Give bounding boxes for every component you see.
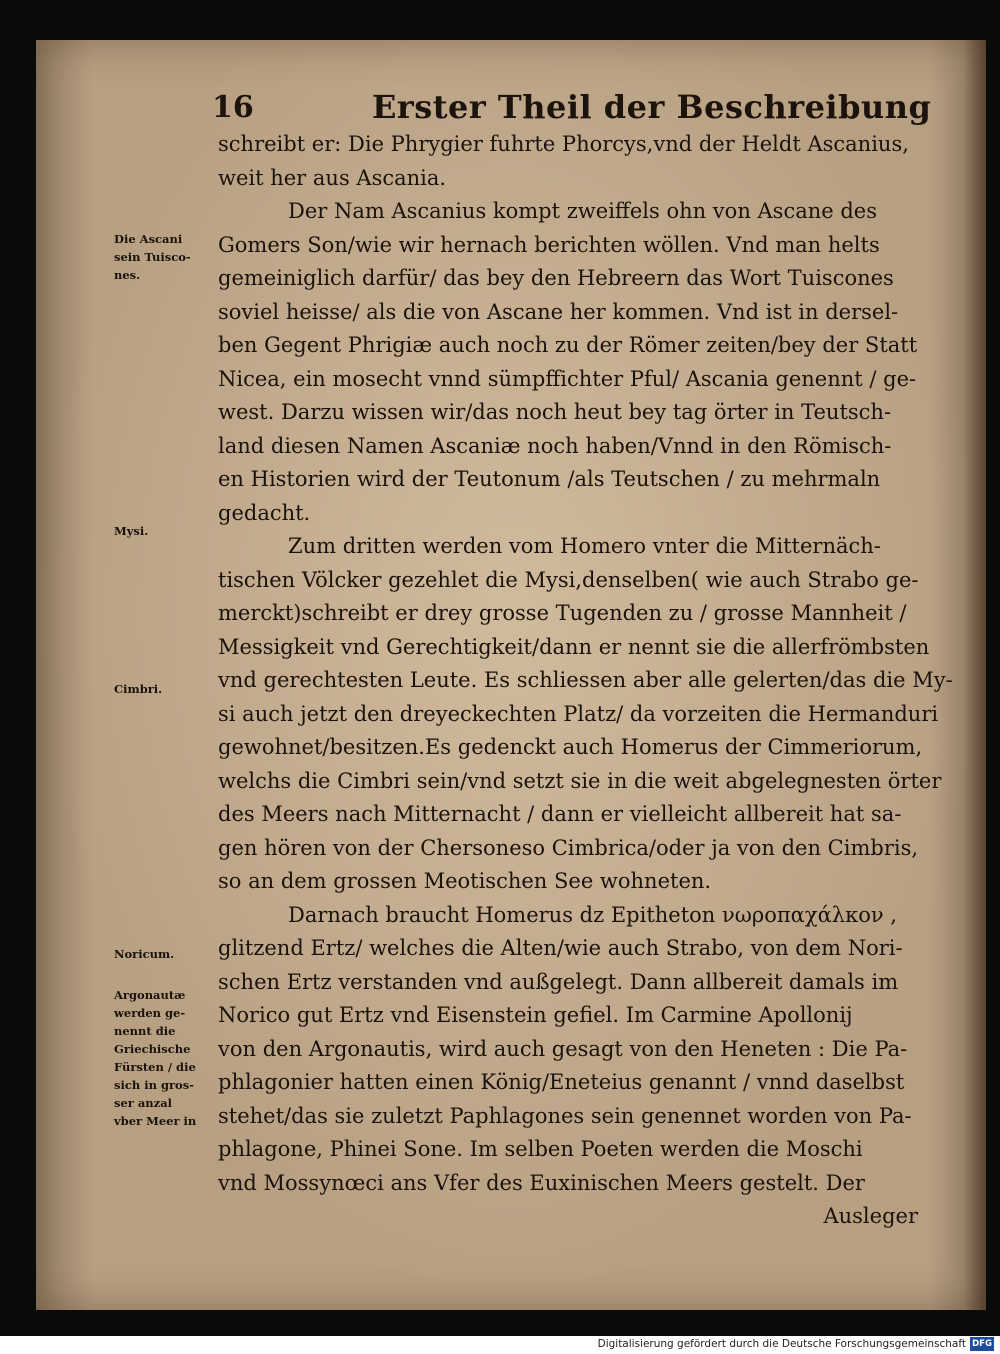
- text-line: stehet/das sie zuletzt Paphlagones sein genennet worden von Pa-: [218, 1103, 912, 1128]
- text-line: gewohnet/besitzen.Es gedenckt auch Homerus der Cimmeriorum,: [218, 735, 923, 759]
- margin-note-line: sein Tuisco-: [114, 250, 191, 264]
- margin-note-line: werden ge-: [114, 1006, 186, 1020]
- margin-note-line: nennt die: [114, 1024, 176, 1038]
- margin-note-tuiscones: [114, 230, 218, 284]
- margin-note-line: vber Meer in: [114, 1114, 197, 1128]
- text-line: weit her aus Ascania.: [218, 165, 447, 190]
- text-line: welchs die Cimbri sein/vnd setzt sie in die weit abgelegnesten örter: [218, 768, 942, 793]
- dfg-logo: DFG: [970, 1337, 994, 1351]
- margin-note-line: Fürsten / die: [114, 1060, 196, 1074]
- margin-note-cimbri: [114, 680, 218, 698]
- margin-note-line: Mysi.: [114, 524, 149, 538]
- margin-note-line: Griechische: [114, 1042, 191, 1056]
- margin-note-line: ser anzal: [114, 1096, 173, 1110]
- text-line: en Historien wird der Teutonum /als Teutschen / zu mehrmaln: [218, 467, 881, 491]
- text-line: Darnach braucht Homerus dz Epitheton νωροπαχάλκον ,: [288, 902, 897, 927]
- text-line: soviel heisse/ als die von Ascane her kommen. Vnd ist in dersel-: [218, 299, 899, 324]
- text-line: Gomers Son/wie wir hernach berichten wöllen. Vnd man helts: [218, 232, 880, 257]
- text-line: Norico gut Ertz vnd Eisenstein gefiel. Im Carmine Apollonij: [218, 1003, 853, 1027]
- text-line: phlagonier hatten einen König/Eneteius genannt / vnnd daselbst: [218, 1070, 905, 1094]
- body-text: [218, 128, 953, 1234]
- text-line: vnd gerechtesten Leute. Es schliessen aber alle gelerten/das die My-: [218, 668, 953, 692]
- margin-note-mysi: [114, 522, 218, 540]
- margin-note-argonautae: [114, 986, 218, 1130]
- margin-note-line: Cimbri.: [114, 682, 163, 696]
- text-line: von den Argonautis, wird auch gesagt von den Heneten : Die Pa-: [218, 1036, 908, 1061]
- text-line: schen Ertz verstanden vnd außgelegt. Dann allbereit damals im: [218, 969, 899, 994]
- page-number: 16: [212, 90, 254, 125]
- text-line: des Meers nach Mitternacht / dann er vielleicht allbereit hat sa-: [218, 802, 902, 826]
- page-header: [212, 84, 932, 128]
- margin-note-noricum: [114, 945, 218, 963]
- digitization-footer: [0, 1336, 1000, 1354]
- funding-credit: Digitalisierung gefördert durch die Deutsche Forschungsgemeinschaft: [597, 1338, 966, 1350]
- margin-note-line: Die Ascani: [114, 232, 183, 246]
- catchword: Ausleger: [823, 1204, 918, 1228]
- text-line: merckt)schreibt er drey grosse Tugenden zu / grosse Mannheit /: [218, 601, 907, 625]
- margin-note-line: nes.: [114, 268, 141, 282]
- text-line: so an dem grossen Meotischen See wohneten.: [218, 869, 712, 893]
- text-line: glitzend Ertz/ welches die Alten/wie auch Strabo, von dem Nori-: [218, 936, 903, 960]
- text-line: vnd Mossynœci ans Vfer des Euxinischen Meers gestelt. Der: [218, 1170, 865, 1195]
- text-line: tischen Völcker gezehlet die Mysi,denselben( wie auch Strabo ge-: [218, 567, 919, 592]
- text-line: Nicea, ein mosecht vnnd sümpffichter Pful/ Ascania genennt / ge-: [218, 366, 917, 391]
- text-line: Messigkeit vnd Gerechtigkeit/dann er nennt sie die allerfrömbsten: [218, 634, 930, 659]
- text-line: land diesen Namen Ascaniæ noch haben/Vnnd in den Römisch-: [218, 433, 892, 458]
- text-line: Der Nam Ascanius kompt zweiffels ohn von Ascane des: [288, 199, 878, 223]
- margin-note-line: Noricum.: [114, 947, 175, 961]
- text-line: si auch jetzt den dreyeckechten Platz/ da vorzeiten die Hermanduri: [218, 701, 939, 726]
- running-title: Erster Theil der Beschreibung: [372, 88, 932, 126]
- text-line: gedacht.: [218, 500, 311, 525]
- text-line: gen hören von der Chersoneso Cimbrica/oder ja von den Cimbris,: [218, 835, 919, 860]
- page-edge-shadow: [964, 40, 986, 1310]
- text-line: gemeiniglich darfür/ das bey den Hebreern das Wort Tuiscones: [218, 266, 894, 290]
- margin-note-line: sich in gros-: [114, 1078, 194, 1092]
- text-line: west. Darzu wissen wir/das noch heut bey tag örter in Teutsch-: [218, 400, 892, 424]
- text-line: Zum dritten werden vom Homero vnter die Mitternäch-: [288, 534, 881, 558]
- text-line: ben Gegent Phrigiæ auch noch zu der Römer zeiten/bey der Statt: [218, 333, 918, 357]
- text-line: schreibt er: Die Phrygier fuhrte Phorcys,vnd der Heldt Ascanius,: [218, 132, 909, 156]
- margin-note-line: Argonautæ: [114, 988, 186, 1002]
- text-line: phlagone, Phinei Sone. Im selben Poeten werden die Moschi: [218, 1137, 863, 1161]
